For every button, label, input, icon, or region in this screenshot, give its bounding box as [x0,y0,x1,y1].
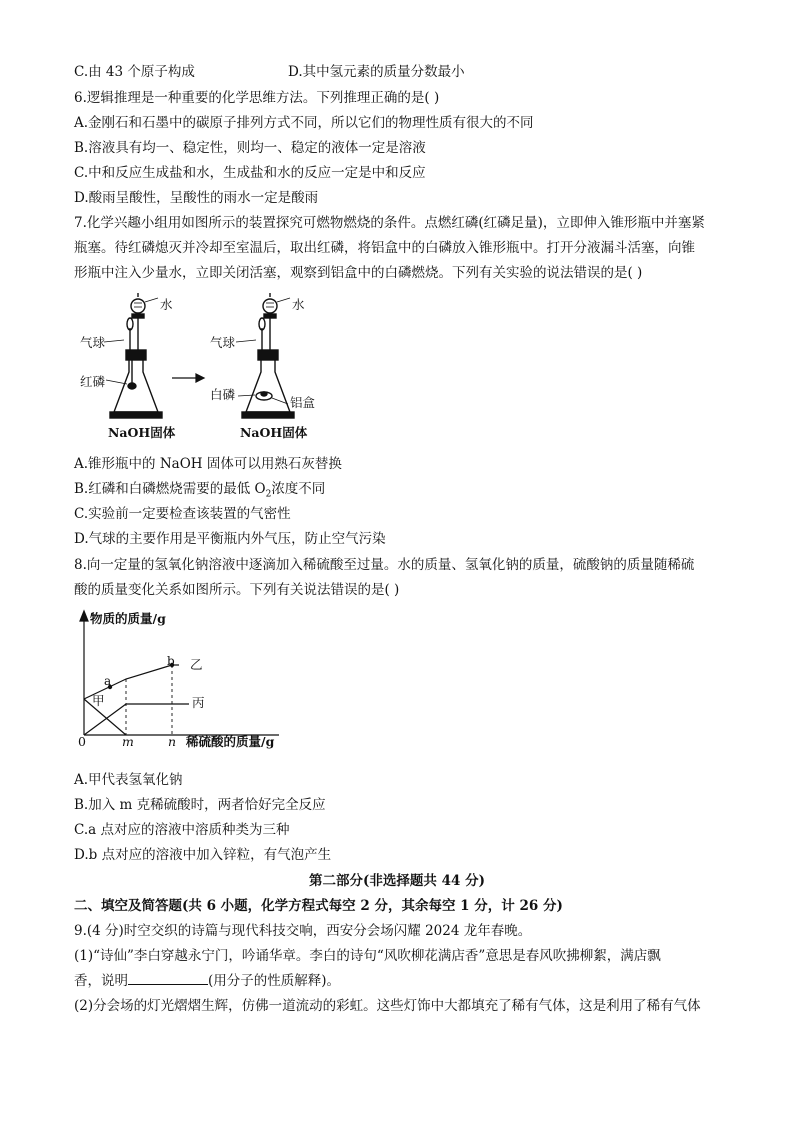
q7-option-b-tail: 浓度不同 [271,481,326,497]
left-funnel-bulb [131,299,145,313]
label-right-aluminum-box: 铝盒 [290,395,316,410]
label-left-naoh: NaOH固体 [108,425,176,440]
right-flask [246,360,290,412]
graph-tick-m: m [122,734,134,749]
q7-stem-line-1: 7.化学兴趣小组用如图所示的装置探究可燃物燃烧的条件。点燃红磷(红磷足量)，立即伸入锥形瓶中并塞紧 [74,215,705,231]
left-naoh-base [110,412,162,418]
q7-option-b [74,480,325,504]
q8-option-d: D.b 点对应的溶液中加入锌粒，有气泡产生 [74,847,332,863]
curve-jia [84,699,126,735]
right-stopper [258,350,278,360]
q7-stem-line-2: 瓶塞。待红磷熄灭并冷却至室温后，取出红磷，将铝盒中的白磷放入锥形瓶中。打开分液漏斗活塞，向锥 [74,240,695,256]
q9-part1-line2-a: 香，说明 [74,973,128,989]
label-right-naoh: NaOH固体 [240,425,308,440]
q5-option-d: D.其中氢元素的质量分数最小 [288,64,465,80]
graph-tick-n: n [168,734,177,749]
q6-option-d: D.酸雨呈酸性，呈酸性的雨水一定是酸雨 [74,190,319,206]
q8-option-c: C.a 点对应的溶液中溶质种类为三种 [74,822,290,838]
left-spoon [128,383,136,389]
graph-origin: 0 [78,734,86,749]
q9-stem: 9.(4 分)时空交织的诗篇与现代科技交响，西安分会场闪耀 2024 龙年春晚。 [74,923,532,939]
right-naoh-base [242,412,294,418]
q8-option-a: A.甲代表氢氧化钠 [74,772,183,788]
section-heading: 二、填空及简答题(共 6 小题，化学方程式每空 2 分，其余每空 1 分，计 26 分) [74,898,563,914]
q8-stem-line-2: 酸的质量变化关系如图所示。下列有关说法错误的是( ) [74,582,400,598]
q7-option-b-sub: 2 [265,489,272,500]
q6-option-a: A.金刚石和石墨中的碳原子排列方式不同，所以它们的物理性质有很大的不同 [74,115,534,131]
label-left-red-phosphorus: 红磷 [80,374,106,389]
label-right-balloon: 气球 [210,335,236,350]
graph-point-a-label: a [104,674,112,688]
graph-xlabel: 稀硫酸的质量/g [186,734,275,749]
q9-part1-line2-b: (用分子的性质解释)。 [208,973,341,989]
arrow [172,374,204,382]
label-right-white-phosphorus: 白磷 [210,387,236,402]
q5-option-c: C.由 43 个原子构成 [74,64,195,80]
part2-title: 第二部分(非选择题共 44 分) [309,873,485,889]
graph-label-bing: 丙 [192,695,205,710]
q7-option-d: D.气球的主要作用是平衡瓶内外气压，防止空气污染 [74,531,386,547]
graph-point-b-label: b [167,654,175,668]
y-axis-arrow [80,611,88,621]
right-funnel-bulb [263,299,277,313]
graph-label-jia: 甲 [92,693,105,708]
q6-stem: 6.逻辑推理是一种重要的化学思维方法。下列推理正确的是( ) [74,90,440,106]
q8-stem-line-1: 8.向一定量的氢氧化钠溶液中逐滴加入稀硫酸至过量。水的质量、氢氧化钠的质量，硫酸钠的质量随稀硫 [74,557,695,573]
left-apparatus [104,293,162,418]
q5-options-row [74,63,465,81]
q9-part1-line2 [74,972,340,990]
q6-option-c: C.中和反应生成盐和水，生成盐和水的反应一定是中和反应 [74,165,426,181]
graph-ylabel: 物质的质量/g [90,611,166,626]
q9-part2-line1: (2)分会场的灯光熠熠生辉，仿佛一道流动的彩虹。这些灯饰中大都填充了稀有气体，这是利用了稀有气体 [74,998,701,1014]
q7-option-c: C.实验前一定要检查该装置的气密性 [74,506,291,522]
q7-option-b-text: B.红磷和白磷燃烧需要的最低 O [74,481,266,497]
q7-option-a: A.锥形瓶中的 NaOH 固体可以用熟石灰替换 [74,456,342,472]
q9-answer-blank[interactable] [128,972,208,985]
q9-part1-line1: (1)“诗仙”李白穿越永宁门，吟诵华章。李白的诗句“风吹柳花满店香”意思是春风吹拂柳絮，满店飘 [74,948,661,964]
label-left-water: 水 [160,297,173,312]
q6-option-b: B.溶液具有均一、稳定性，则均一、稳定的液体一定是溶液 [74,140,426,156]
label-right-water: 水 [292,297,305,312]
q7-apparatus-figure [74,292,334,442]
right-apparatus [236,293,294,418]
q8-option-b: B.加入 m 克稀硫酸时，两者恰好完全反应 [74,797,326,813]
graph-label-yi: 乙 [190,657,203,672]
label-left-balloon: 气球 [80,335,106,350]
q7-stem-line-3: 形瓶中注入少量水，立即关闭活塞，观察到铝盒中的白磷燃烧。下列有关实验的说法错误的是( ) [74,265,643,281]
left-stopper [126,350,146,360]
